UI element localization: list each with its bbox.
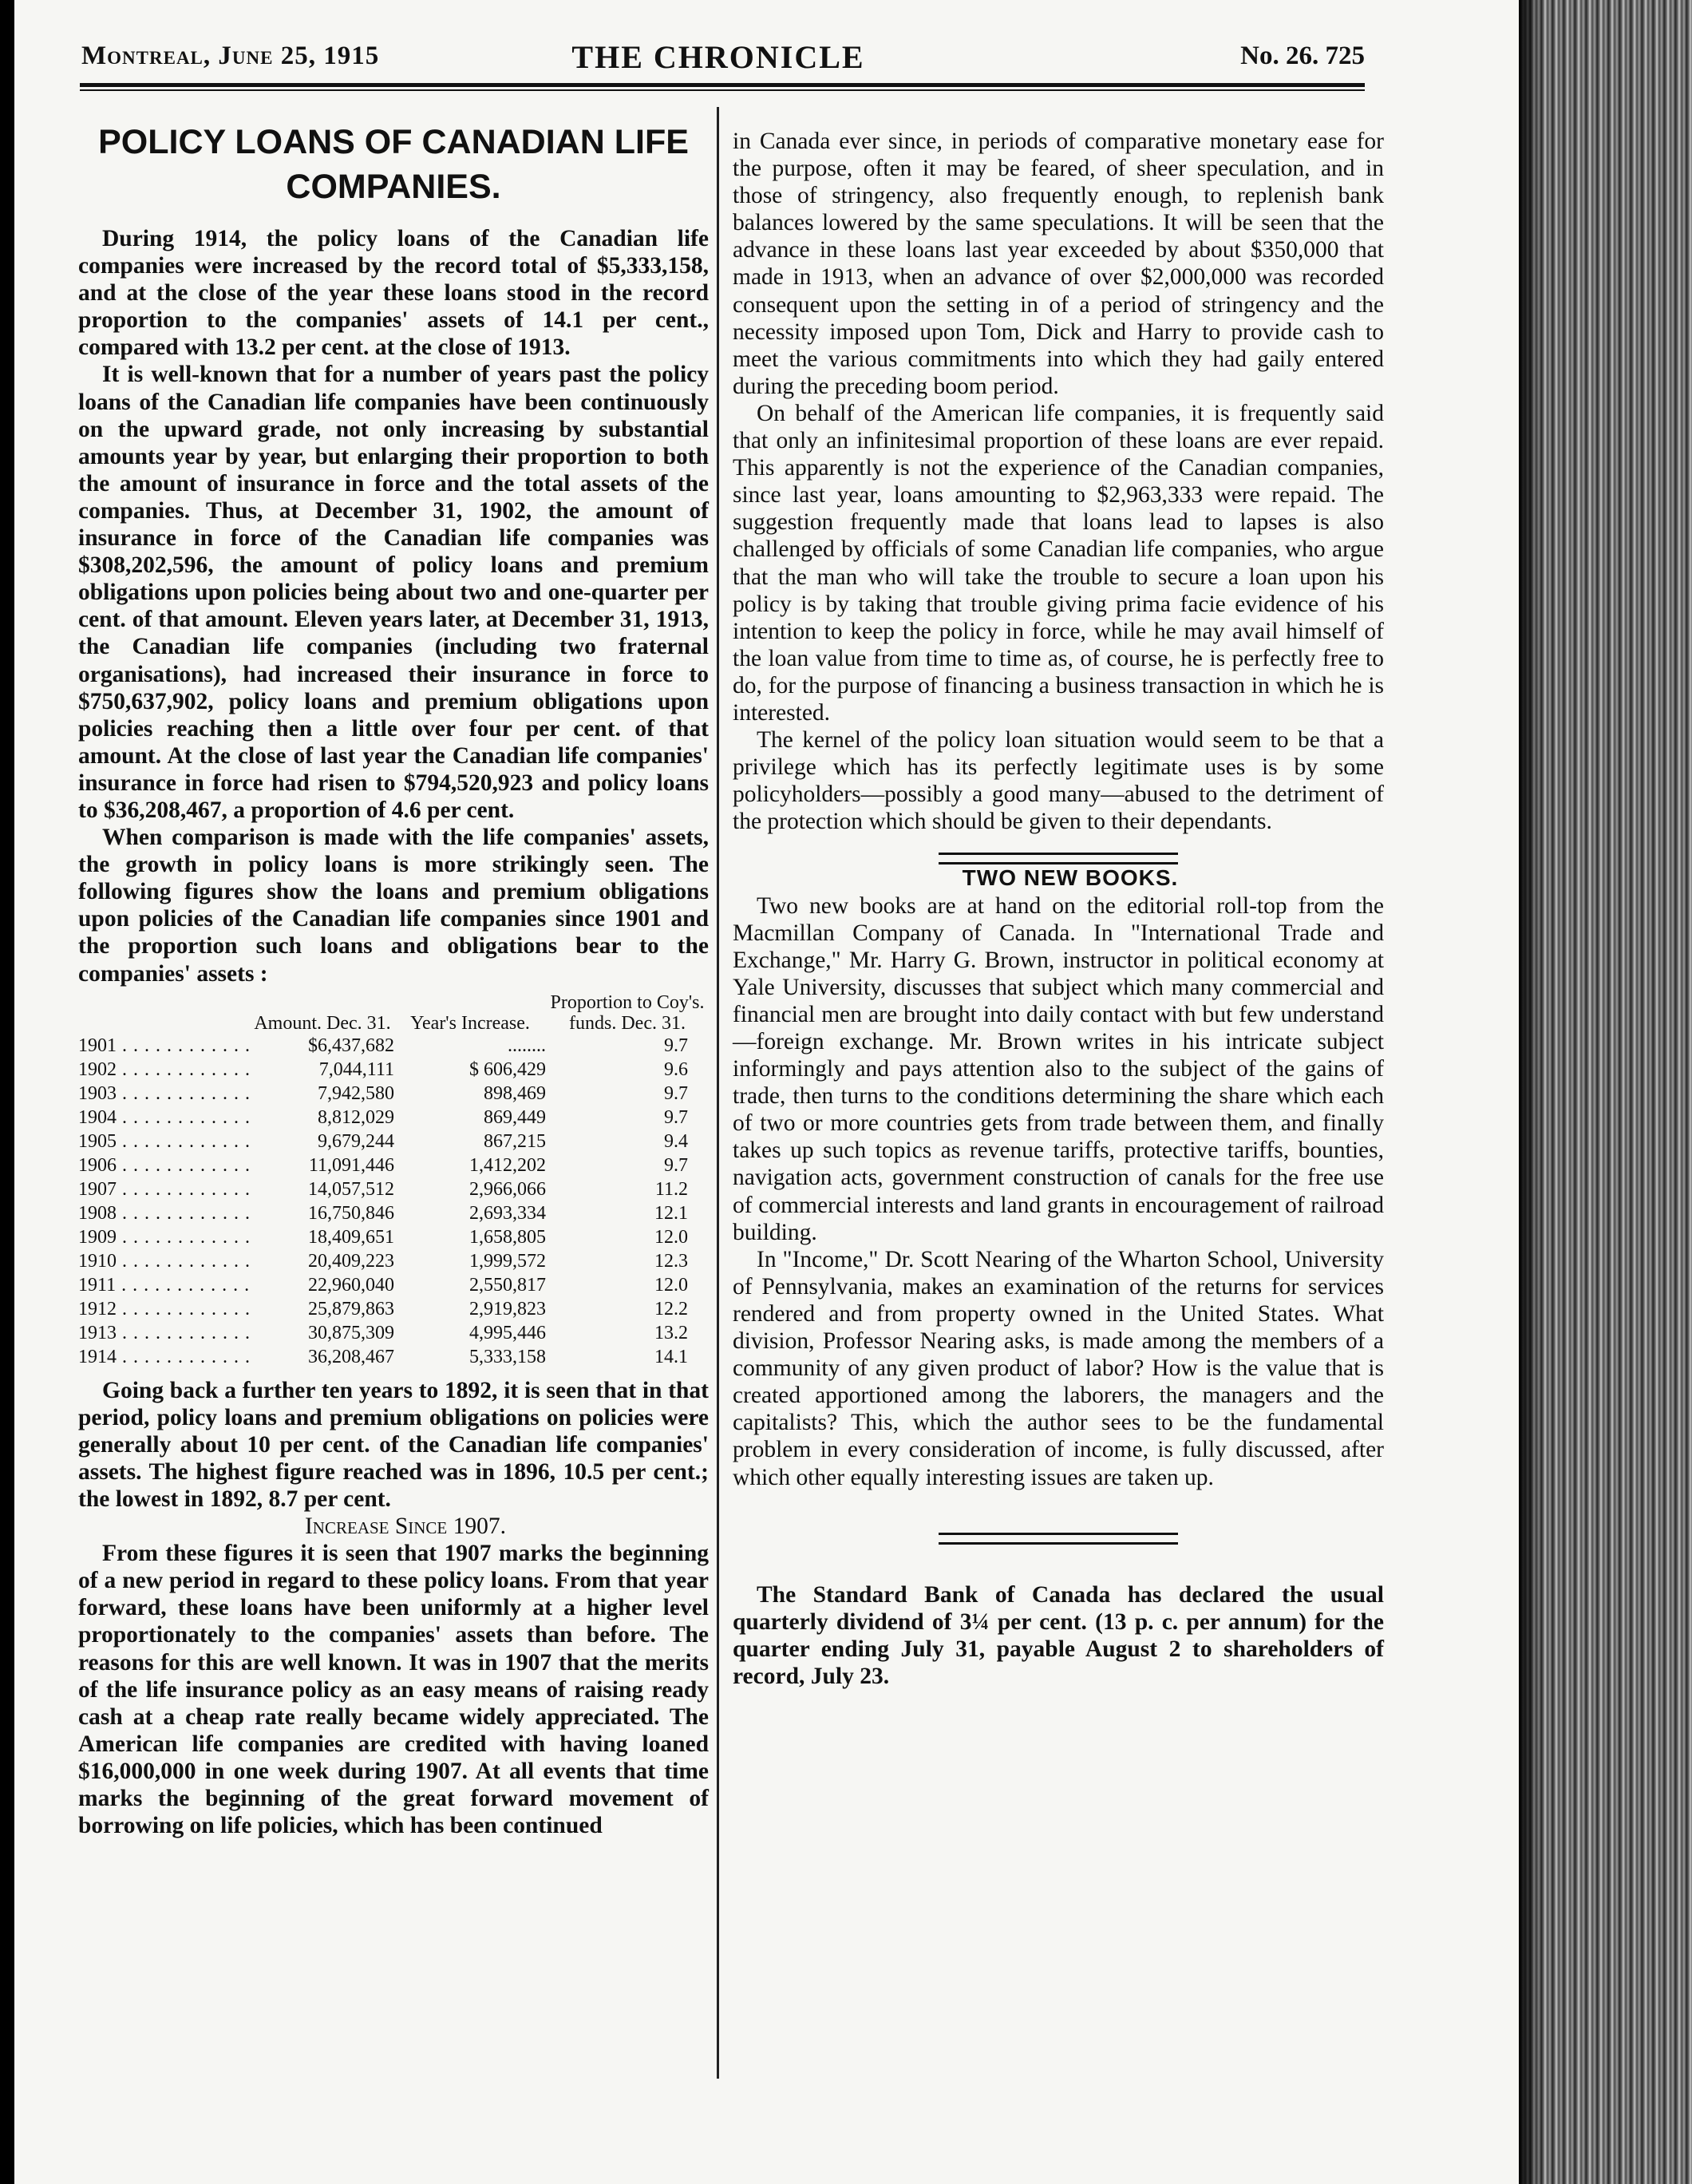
year-cell-text: 1903	[78, 1082, 117, 1104]
increase-cell-text: 1,658,805	[469, 1226, 546, 1248]
proportion-cell	[546, 1130, 709, 1153]
amount-cell-text: 36,208,467	[308, 1346, 394, 1367]
leader-dots	[117, 1227, 251, 1248]
column-header-proportion: Proportion to Coy's. funds. Dec. 31.	[550, 991, 705, 1034]
proportion-cell	[546, 1153, 709, 1177]
year-cell	[78, 1201, 251, 1225]
leader-dots	[117, 1251, 251, 1272]
year-cell-text: 1913	[78, 1322, 117, 1343]
table-row	[78, 1321, 709, 1345]
proportion-cell	[546, 1082, 709, 1106]
year-cell	[78, 1034, 251, 1058]
masthead-title: THE CHRONICLE	[571, 39, 865, 75]
book-page-edges	[1519, 0, 1692, 2184]
increase-cell-text: 2,550,817	[469, 1274, 546, 1296]
increase-cell-text: 1,412,202	[469, 1154, 546, 1176]
table-row	[78, 1225, 709, 1249]
year-cell	[78, 1225, 251, 1249]
increase-cell-text: 867,215	[484, 1130, 546, 1152]
year-cell	[78, 1321, 251, 1345]
increase-cell-text: 1,999,572	[469, 1250, 546, 1272]
amount-cell	[251, 1153, 394, 1177]
year-cell	[78, 1177, 251, 1201]
increase-cell-text: 4,995,446	[469, 1322, 546, 1343]
amount-cell	[251, 1345, 394, 1369]
table-row	[78, 1034, 709, 1058]
proportion-cell-text: 9.7	[664, 1082, 688, 1104]
increase-cell	[394, 1345, 546, 1369]
header-rule	[80, 83, 1365, 87]
leader-dots	[117, 1131, 251, 1152]
leader-dots	[116, 1275, 250, 1296]
increase-cell	[394, 1082, 546, 1106]
right-column	[733, 128, 1384, 1690]
amount-cell	[251, 1249, 394, 1273]
year-cell	[78, 1153, 251, 1177]
article-title: POLICY LOANS OF CANADIAN LIFE COMPANIES.	[98, 123, 689, 206]
section-subheading: Increase Since 1907.	[304, 1513, 507, 1540]
increase-cell-text: 869,449	[484, 1106, 546, 1128]
increase-cell-text: ........	[508, 1035, 546, 1056]
increase-cell	[394, 1106, 546, 1130]
year-cell	[78, 1297, 251, 1321]
table-row	[78, 1130, 709, 1153]
article-paragraph: On behalf of the American life companies, it is frequently said that only an infinitesimal proportion of these loans are ever repaid. This apparently is not the experience of the Canadian companies, since last year, loans amounting to $2,963,333 were repaid. The suggestion frequently made that loans lead to lapses is also challenged by officials of some Canadian life companies, who argue that the man who will take the trouble to secure a loan upon his policy is by taking that trouble giving prima facie evidence of his intention to keep the policy in force, while he may avail himself of the loan value from time to time as, of course, he is perfectly free to do, for the purpose of financing a business transaction in which he is interested.	[733, 400, 1384, 726]
article-paragraph: In "Income," Dr. Scott Nearing of the Wharton School, University of Pennsylvania, makes an examination of the returns for services rendered and from property owned in the United States. What division, Professor Nearing asks, is made among the members of a community of any given product of labor? How is the value that is created apportioned among the laborers, the managers and the capitalists? This, which the author sees to be the fundamental problem in every consideration of income, is fully discussed, after which other equally interesting issues are taken up.	[733, 1246, 1384, 1490]
proportion-cell-text: 9.4	[664, 1130, 688, 1152]
amount-cell-text: 9,679,244	[318, 1130, 394, 1152]
amount-cell-text: 25,879,863	[308, 1298, 394, 1320]
amount-cell	[251, 1201, 394, 1225]
proportion-cell	[546, 1058, 709, 1082]
table-row	[78, 1058, 709, 1082]
proportion-cell	[546, 1225, 709, 1249]
column-header-increase: Year's Increase.	[410, 1012, 530, 1034]
article-paragraph: During 1914, the policy loans of the Canadian life companies were increased by the record total of $5,333,158, and at the close of the year these loans stood in the record proportion to the companies' assets of 14.1 per cent., compared with 13.2 per cent. at the close of 1913.	[78, 226, 709, 361]
proportion-cell-text: 13.2	[654, 1322, 688, 1343]
increase-cell	[394, 1034, 546, 1058]
increase-cell-text: 2,966,066	[469, 1178, 546, 1200]
increase-cell	[394, 1297, 546, 1321]
leader-dots	[117, 1035, 251, 1056]
increase-cell-text: 5,333,158	[469, 1346, 546, 1367]
proportion-cell-text: 12.1	[654, 1202, 688, 1224]
article-paragraph: When comparison is made with the life companies' assets, the growth in policy loans is more strikingly seen. The following figures show the loans and premium obligations upon policies of the Canadian life companies since 1901 and the proportion such loans and obligations bear to the companies' assets :	[78, 825, 709, 987]
amount-cell	[251, 1225, 394, 1249]
amount-cell	[251, 1082, 394, 1106]
table-row	[78, 1153, 709, 1177]
leader-dots	[117, 1203, 251, 1224]
header-dateline: Montreal, June 25, 1915	[81, 42, 380, 70]
section-divider	[939, 1533, 1178, 1545]
year-cell-text: 1914	[78, 1346, 117, 1367]
increase-cell	[394, 1201, 546, 1225]
proportion-cell-text: 9.7	[664, 1106, 688, 1128]
leader-dots	[117, 1083, 251, 1104]
amount-cell	[251, 1130, 394, 1153]
amount-cell-text: 8,812,029	[318, 1106, 394, 1128]
article-paragraph: in Canada ever since, in periods of comparative monetary ease for the purpose, often it may be feared, of sheer speculation, and in those of stringency, also frequently enough, to replenish bank balances lowered by the same speculations. It will be seen that the advance in these loans last year exceeded by about $350,000 that made in 1913, when an advance of over $2,000,000 was recorded consequent upon the setting in of a period of stringency and the necessity imposed upon Tom, Dick and Harry to provide cash to meet the various commitments into which they had gaily entered during the preceding boom period.	[733, 129, 1384, 399]
leader-dots	[117, 1323, 251, 1343]
article-paragraph: Two new books are at hand on the editorial roll-top from the Macmillan Company of Canada. In "International Trade and Exchange," Mr. Harry G. Brown, instructor in political economy at Yale University, discusses that subject which many commercial and financial men are brought into daily contact with but few understand—foreign exchange. Mr. Brown writes in his intricate subject informingly and pays attention also to the subject of the gains of trade, then turns to the conditions determining the share which each of two or more countries gets from trade between them, and finally takes up such topics as revenue tariffs, protective tariffs, bounties, navigation acts, government construction of canals for the free use of commercial interests and land grants in encouragement of railroad building.	[733, 892, 1384, 1245]
proportion-cell	[546, 1249, 709, 1273]
table-row	[78, 1345, 709, 1369]
amount-cell-text: 30,875,309	[308, 1322, 394, 1343]
proportion-cell-text: 9.6	[664, 1058, 688, 1080]
increase-cell	[394, 1225, 546, 1249]
year-cell-text: 1902	[78, 1058, 117, 1080]
proportion-cell-text: 12.0	[654, 1226, 688, 1248]
table-row	[78, 1273, 709, 1297]
increase-cell	[394, 1177, 546, 1201]
proportion-cell-text: 12.3	[654, 1250, 688, 1272]
increase-cell	[394, 1249, 546, 1273]
leader-dots	[117, 1059, 251, 1080]
year-cell	[78, 1273, 251, 1297]
year-cell	[78, 1249, 251, 1273]
amount-cell	[251, 1058, 394, 1082]
year-cell-text: 1911	[78, 1274, 117, 1296]
leader-dots	[117, 1347, 251, 1367]
table-row	[78, 1249, 709, 1273]
table-row	[78, 1082, 709, 1106]
leader-dots	[117, 1179, 251, 1200]
column-header-amount: Amount. Dec. 31.	[254, 1012, 391, 1034]
amount-cell	[251, 1273, 394, 1297]
year-cell-text: 1909	[78, 1226, 117, 1248]
year-cell-text: 1905	[78, 1130, 117, 1152]
left-column	[78, 120, 709, 1839]
amount-cell-text: 11,091,446	[308, 1154, 394, 1176]
amount-cell-text: 14,057,512	[308, 1178, 394, 1200]
proportion-cell-text: 11.2	[654, 1178, 688, 1200]
increase-cell-text: $ 606,429	[469, 1058, 546, 1080]
year-cell-text: 1912	[78, 1298, 117, 1320]
year-cell-text: 1904	[78, 1106, 117, 1128]
year-cell	[78, 1106, 251, 1130]
dividend-notice: The Standard Bank of Canada has declared the usual quarterly dividend of 3¼ per cent. (13 p. c. per annum) for the quarter ending July 31, payable August 2 to shareholders of record, July 23.	[733, 1581, 1384, 1689]
year-cell	[78, 1130, 251, 1153]
proportion-cell	[546, 1106, 709, 1130]
increase-cell	[394, 1273, 546, 1297]
amount-cell-text: $6,437,682	[308, 1035, 394, 1056]
section-divider	[939, 853, 1178, 864]
header-rule-thin	[80, 89, 1365, 91]
proportion-cell	[546, 1034, 709, 1058]
table-row	[78, 1177, 709, 1201]
increase-cell	[394, 1321, 546, 1345]
year-cell-text: 1901	[78, 1035, 117, 1056]
year-cell	[78, 1082, 251, 1106]
table-row	[78, 1106, 709, 1130]
amount-cell	[251, 1106, 394, 1130]
article-paragraph: It is well-known that for a number of years past the policy loans of the Canadian life companies have been continuously on the upward grade, not only increasing by substantial amounts year by year, but enlarging their proportion to both the amount of insurance in force and the total assets of the companies. Thus, at December 31, 1902, the amount of insurance in force of the Canadian life companies was $308,202,596, the amount of policy loans and premium obligations upon policies being about two and one-quarter per cent. of that amount. Eleven years later, at December 31, 1913, the Canadian life companies (including two fraternal organisations), had increased their insurance in force to $750,637,902, policy loans and premium obligations upon policies reaching then a little over four per cent. of that amount. At the close of last year the Canadian life companies' insurance in force had risen to $794,520,923 and policy loans to $36,208,467, a proportion of 4.6 per cent.	[78, 362, 709, 823]
increase-cell-text: 898,469	[484, 1082, 546, 1104]
proportion-cell-text: 12.0	[654, 1274, 688, 1296]
amount-cell-text: 16,750,846	[308, 1202, 394, 1224]
year-cell-text: 1908	[78, 1202, 117, 1224]
column-divider	[717, 107, 719, 2079]
proportion-cell	[546, 1201, 709, 1225]
proportion-cell-text: 9.7	[664, 1035, 688, 1056]
leader-dots	[117, 1155, 251, 1176]
proportion-cell	[546, 1177, 709, 1201]
header-issue-page: No. 26. 725	[1240, 42, 1365, 70]
year-cell-text: 1907	[78, 1178, 117, 1200]
proportion-cell	[546, 1321, 709, 1345]
leader-dots	[117, 1299, 251, 1320]
amount-cell	[251, 1034, 394, 1058]
table-row	[78, 1297, 709, 1321]
increase-cell-text: 2,693,334	[469, 1202, 546, 1224]
table-header-row	[78, 992, 709, 1034]
amount-cell-text: 7,044,111	[318, 1058, 394, 1080]
amount-cell-text: 18,409,651	[308, 1226, 394, 1248]
policy-loans-table	[78, 992, 709, 1369]
proportion-cell	[546, 1345, 709, 1369]
proportion-cell-text: 14.1	[654, 1346, 688, 1367]
amount-cell-text: 7,942,580	[318, 1082, 394, 1104]
year-cell-text: 1906	[78, 1154, 117, 1176]
proportion-cell-text: 12.2	[654, 1298, 688, 1320]
increase-cell	[394, 1058, 546, 1082]
article-paragraph: From these figures it is seen that 1907 marks the beginning of a new period in regard to these policy loans. From that year forward, these loans have been uniformly at a higher level proportionately to the companies' assets than before. The reasons for this are well known. It was in 1907 that the merits of the life insurance policy as an easy means of raising ready cash at a cheap rate really became widely appreciated. The American life companies are credited with having loaned $16,000,000 in one week during 1907. At all events that time marks the beginning of the great forward movement of borrowing on life policies, which has been continued	[78, 1541, 709, 1839]
amount-cell	[251, 1297, 394, 1321]
books-section-title: TWO NEW BOOKS.	[962, 865, 1179, 891]
proportion-cell	[546, 1297, 709, 1321]
year-cell	[78, 1345, 251, 1369]
increase-cell	[394, 1130, 546, 1153]
article-paragraph: Going back a further ten years to 1892, it is seen that in that period, policy loans and premium obligations on policies were generally about 10 per cent. of the Canadian life companies' assets. The highest figure reached was in 1896, 10.5 per cent.; the lowest in 1892, 8.7 per cent.	[78, 1377, 709, 1512]
amount-cell-text: 20,409,223	[308, 1250, 394, 1272]
table-row	[78, 1201, 709, 1225]
amount-cell	[251, 1321, 394, 1345]
increase-cell-text: 2,919,823	[469, 1298, 546, 1320]
amount-cell-text: 22,960,040	[308, 1274, 394, 1296]
article-paragraph: The kernel of the policy loan situation would seem to be that a privilege which has its perfectly legitimate uses is by some policyholders—possibly a good many—abused to the detriment of the protection which should be given to their dependants.	[733, 727, 1384, 835]
amount-cell	[251, 1177, 394, 1201]
page-header	[64, 38, 1373, 78]
year-cell-text: 1910	[78, 1250, 117, 1272]
page-edge-shadow	[1519, 0, 1543, 2184]
increase-cell	[394, 1153, 546, 1177]
proportion-cell-text: 9.7	[664, 1154, 688, 1176]
leader-dots	[117, 1107, 251, 1128]
year-cell	[78, 1058, 251, 1082]
proportion-cell	[546, 1273, 709, 1297]
